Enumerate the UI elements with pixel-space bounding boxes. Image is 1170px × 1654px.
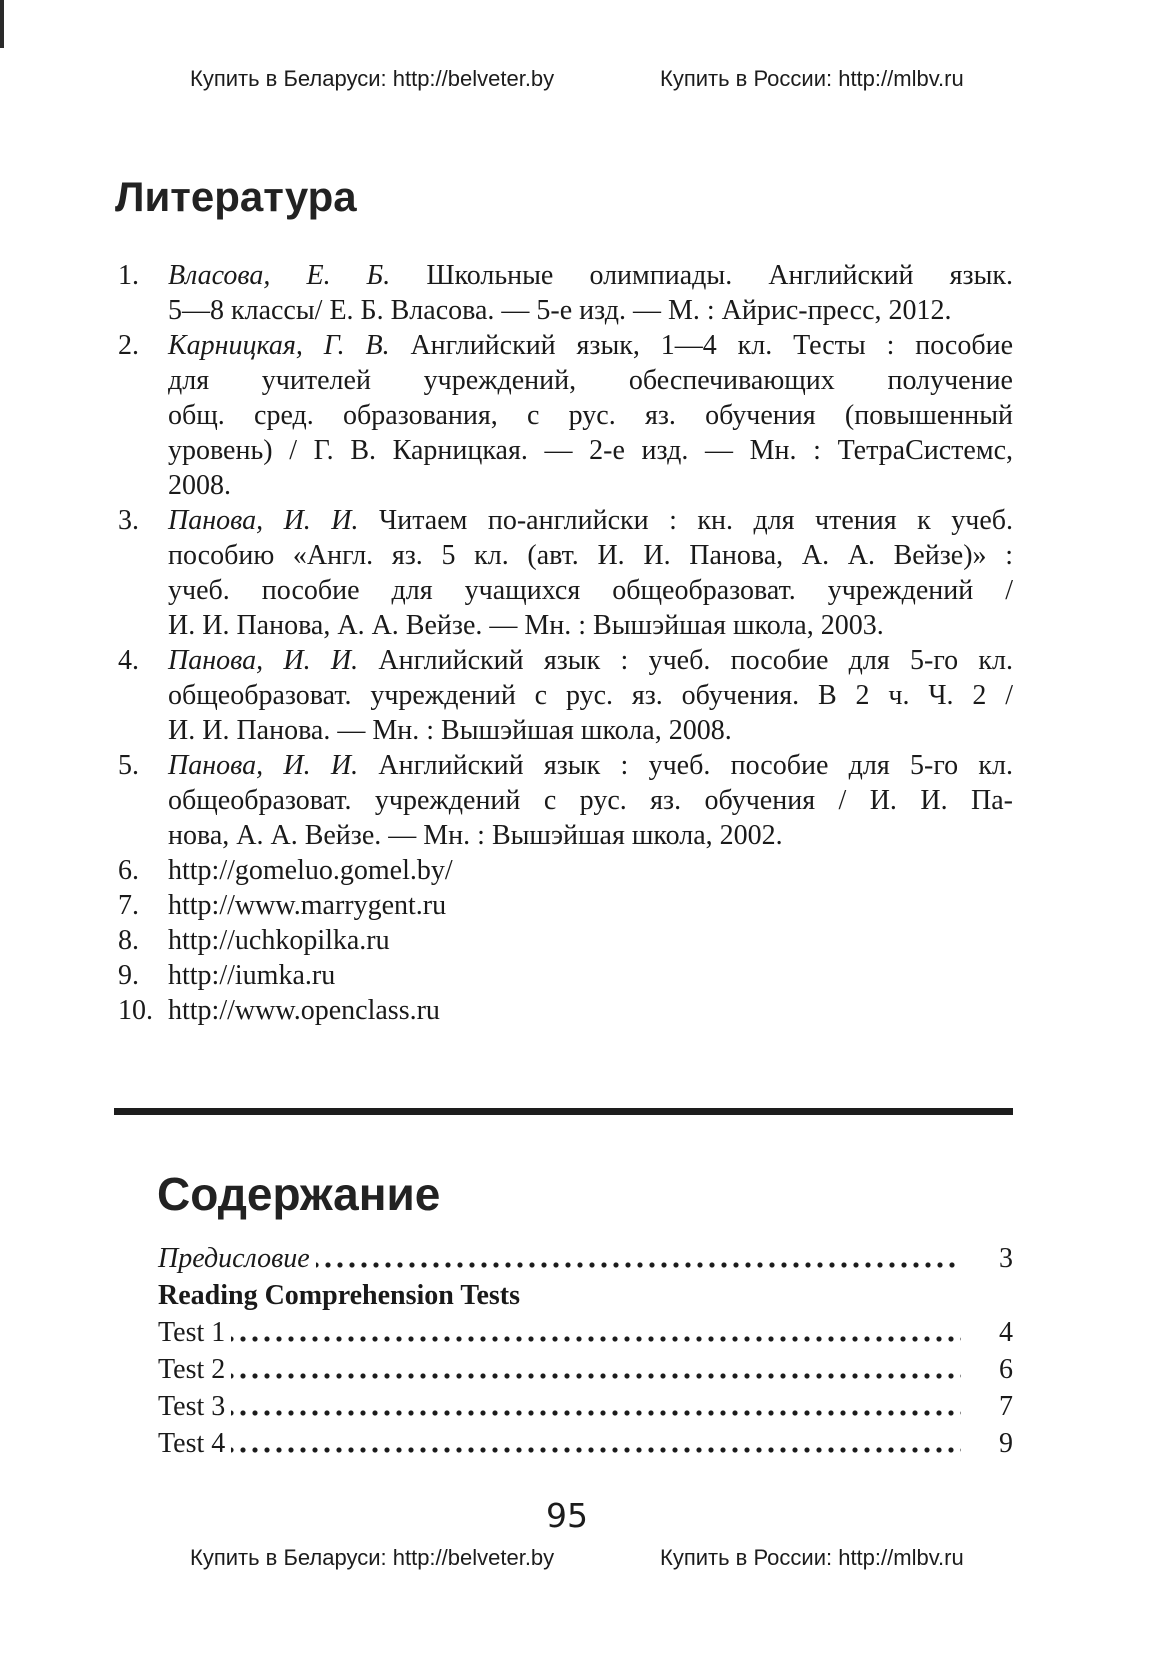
bibliography-item [118, 993, 1013, 1028]
bibliography-line [168, 713, 1013, 748]
dot-leader [231, 1335, 961, 1343]
bibliography-line [168, 678, 1013, 713]
bibliography-line-text: общеобразоват. учреждений с рус. яз. обучения. В 2 ч. Ч. 2 / [168, 680, 1013, 711]
bibliography-list [118, 258, 1013, 1028]
bibliography-line [168, 433, 1013, 468]
bibliography-line-text: http://gomeluo.gomel.by/ [168, 855, 453, 886]
bibliography-item-text [168, 258, 1013, 328]
toc-entry-label: Test 4 [158, 1428, 226, 1459]
bibliography-item-text [168, 748, 1013, 853]
bibliography-item [118, 643, 1013, 748]
header-buy-belarus-link: Купить в Беларуси: http://belveter.by [190, 66, 555, 91]
bibliography-item [118, 258, 1013, 328]
bibliography-item [118, 923, 1013, 958]
bibliography-line-text: нова, А. А. Вейзе. — Мн. : Вышэйшая школа, 2002. [168, 820, 783, 851]
bibliography-line [168, 398, 1013, 433]
bibliography-line-text: пособию «Англ. яз. 5 кл. (авт. И. И. Панова, А. А. Вейзе)» : [168, 540, 1013, 571]
toc-entry [158, 1425, 1013, 1462]
bibliography-author: Карницкая, Г. В. [168, 330, 390, 361]
literature-title: Литература [115, 173, 357, 221]
bibliography-item [118, 748, 1013, 853]
bibliography-item [118, 328, 1013, 503]
bibliography-line-text: для учителей учреждений, обеспечивающих получение [168, 365, 1013, 396]
bibliography-item-number: 5. [118, 750, 139, 781]
bibliography-line-text: http://iumka.ru [168, 960, 336, 991]
bibliography-line [168, 608, 1013, 643]
bibliography-line-text: 5—8 классы/ Е. Б. Власова. — 5-е изд. — М. : Айрис-пресс, 2012. [168, 295, 952, 326]
bibliography-item-text [168, 923, 1013, 958]
page-header [0, 66, 1170, 96]
toc-page-number: 9 [999, 1428, 1013, 1459]
toc-entry [158, 1277, 1013, 1314]
page-footer [0, 1545, 1170, 1575]
bibliography-line [168, 923, 1013, 958]
bibliography-line [168, 328, 1013, 363]
bibliography-item-text [168, 643, 1013, 748]
toc-entry-label: Предисловие [158, 1243, 310, 1274]
footer-buy-belarus-link: Купить в Беларуси: http://belveter.by [190, 1545, 555, 1570]
bibliography-line-text: Английский язык, 1—4 кл. Тесты : пособие [389, 330, 1014, 361]
toc-entry-label: Reading Comprehension Tests [158, 1280, 521, 1311]
toc-entry [158, 1351, 1013, 1388]
bibliography-item-number: 10. [118, 995, 153, 1026]
bibliography-line-text: уровень) / Г. В. Карницкая. — 2-е изд. — Мн. : ТетраСистемс, [168, 435, 1013, 466]
toc-page-number: 7 [999, 1391, 1013, 1422]
bibliography-line [168, 783, 1013, 818]
bibliography-line [168, 888, 1013, 923]
bibliography-line [168, 643, 1013, 678]
bibliography-line [168, 573, 1013, 608]
bibliography-item-number: 6. [118, 855, 139, 886]
bibliography-line [168, 853, 1013, 888]
dot-leader [231, 1409, 961, 1417]
toc-page-number: 4 [999, 1317, 1013, 1348]
toc-entry [158, 1240, 1013, 1277]
bibliography-line-text: И. И. Панова. — Мн. : Вышэйшая школа, 2008. [168, 715, 732, 746]
bibliography-line-text: Английский язык : учеб. пособие для 5-го кл. [358, 750, 1014, 781]
bibliography-line [168, 748, 1013, 783]
bibliography-item [118, 503, 1013, 643]
footer-buy-russia-link: Купить в России: http://mlbv.ru [660, 1545, 964, 1570]
bibliography-line-text: http://www.marrygent.ru [168, 890, 447, 921]
dot-leader [231, 1372, 961, 1380]
bibliography-item-number: 1. [118, 260, 139, 291]
bibliography-item-number: 8. [118, 925, 139, 956]
header-buy-russia-link: Купить в России: http://mlbv.ru [660, 66, 964, 91]
bibliography-line [168, 993, 1013, 1028]
bibliography-author: Власова, Е. Б. [168, 260, 391, 291]
bibliography-line-text: Английский язык : учеб. пособие для 5-го кл. [358, 645, 1014, 676]
page-number: 95 [546, 1496, 588, 1535]
bibliography-item-number: 9. [118, 960, 139, 991]
bibliography-line [168, 468, 1013, 503]
dot-leader [316, 1261, 961, 1269]
bibliography-line-text: общ. сред. образования, с рус. яз. обучения (повышенный [168, 400, 1013, 431]
bibliography-item [118, 853, 1013, 888]
bibliography-item-number: 7. [118, 890, 139, 921]
bibliography-item-text [168, 993, 1013, 1028]
bibliography-line-text: И. И. Панова, А. А. Вейзе. — Мн. : Вышэйшая школа, 2003. [168, 610, 884, 641]
contents-title: Содержание [157, 1167, 441, 1220]
bibliography-item-text [168, 503, 1013, 643]
bibliography-line-text: http://uchkopilka.ru [168, 925, 390, 956]
bibliography-item-text [168, 853, 1013, 888]
toc-entry-label: Test 1 [158, 1317, 226, 1348]
bibliography-item-text [168, 328, 1013, 503]
toc-entry-label: Test 2 [158, 1354, 226, 1385]
bibliography-item-number: 4. [118, 645, 139, 676]
bibliography-line-text: 2008. [168, 470, 231, 501]
bibliography-item [118, 958, 1013, 993]
bibliography-item [118, 888, 1013, 923]
bibliography-line-text: учеб. пособие для учащихся общеобразоват. учреждений / [168, 575, 1013, 606]
bibliography-line [168, 503, 1013, 538]
bibliography-line [168, 538, 1013, 573]
scan-edge-mark [0, 0, 4, 48]
bibliography-author: Панова, И. И. [168, 505, 359, 536]
toc-entry [158, 1388, 1013, 1425]
bibliography-line [168, 363, 1013, 398]
toc-page-number: 6 [999, 1354, 1013, 1385]
dot-leader [231, 1446, 961, 1454]
bibliography-line-text: Школьные олимпиады. Английский язык. [390, 260, 1014, 291]
toc-entry-label: Test 3 [158, 1391, 226, 1422]
toc-entry [158, 1314, 1013, 1351]
toc-page-number: 3 [999, 1243, 1013, 1274]
bibliography-item-text [168, 888, 1013, 923]
table-of-contents [158, 1240, 1013, 1462]
section-divider-rule [114, 1108, 1013, 1115]
bibliography-line-text: общеобразоват. учреждений с рус. яз. обучения / И. И. Па- [168, 785, 1013, 816]
bibliography-item-number: 3. [118, 505, 139, 536]
bibliography-author: Панова, И. И. [168, 750, 359, 781]
bibliography-item-number: 2. [118, 330, 139, 361]
bibliography-line [168, 293, 1013, 328]
bibliography-line-text: Читаем по-английски : кн. для чтения к учеб. [358, 505, 1013, 536]
bibliography-line-text: http://www.openclass.ru [168, 995, 440, 1026]
bibliography-author: Панова, И. И. [168, 645, 359, 676]
bibliography-item-text [168, 958, 1013, 993]
bibliography-line [168, 818, 1013, 853]
bibliography-line [168, 258, 1013, 293]
bibliography-line [168, 958, 1013, 993]
